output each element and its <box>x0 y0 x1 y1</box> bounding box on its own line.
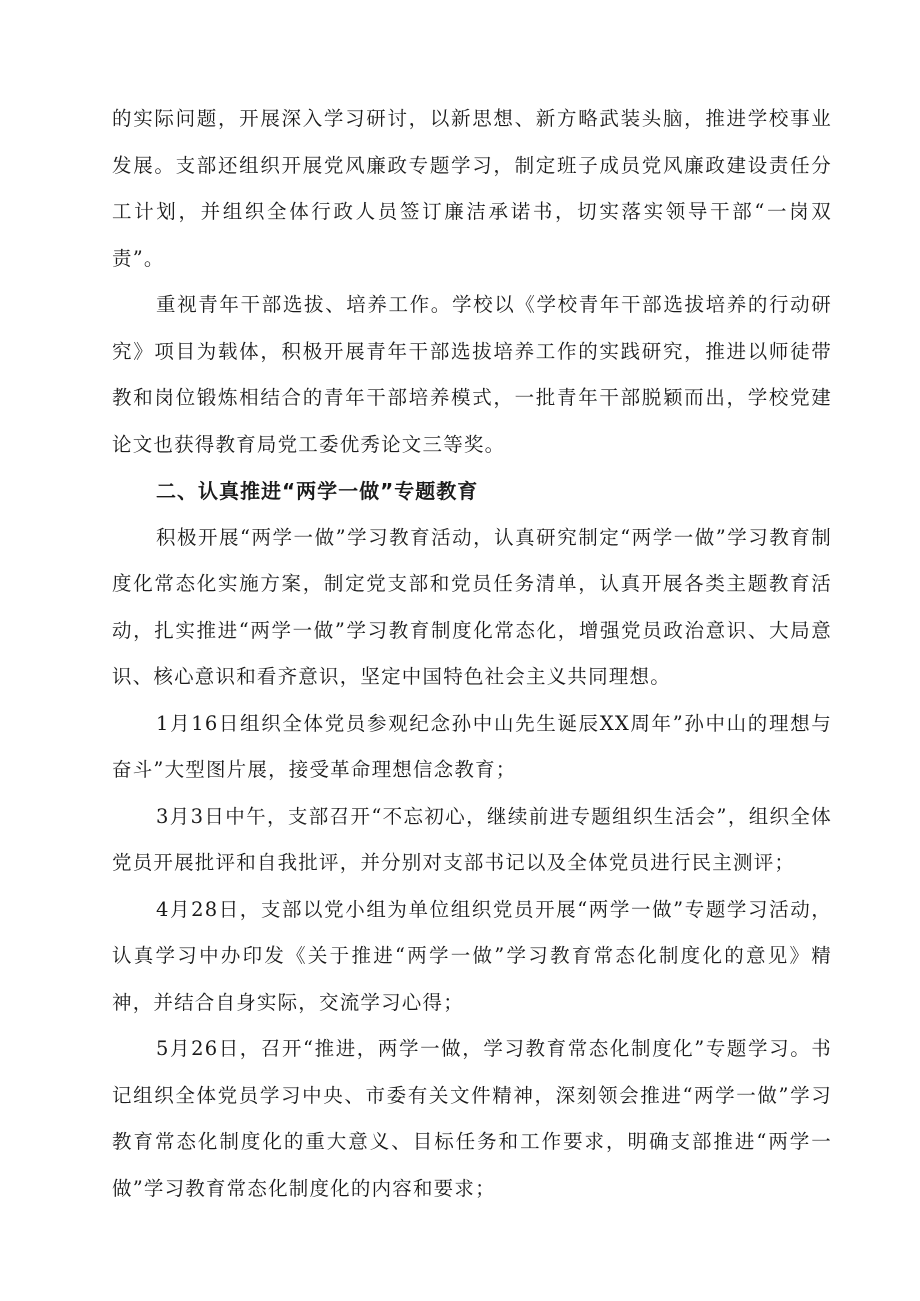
paragraph-may-26: 5月26日，召开“推进，两学一做，学习教育常态化制度化”专题学习。书记组织全体党员学习中央、市委有关文件精神，深刻领会推进“两学一做”学习教育常态化制度化的重大意义、目标任务和工作要求，明确支部推进“两学一做”学习教育常态化制度化的内容和要求； <box>112 1037 832 1200</box>
document-body <box>112 96 832 1212</box>
section-heading-two-studies: 二、认真推进“两学一做”专题教育 <box>156 479 479 503</box>
paragraph-party-conduct: 的实际问题，开展深入学习研讨，以新思想、新方略武装头脑，推进学校事业发展。支部还组织开展党风廉政专题学习，制定班子成员党风廉政建设责任分工计划，并组织全体行政人员签订廉洁承诺书，切实落实领导干部“一岗双责”。 <box>112 107 832 270</box>
paragraph-mar-3: 3月3日中午，支部召开“不忘初心，继续前进专题组织生活会”，组织全体党员开展批评和自我批评，并分别对支部书记以及全体党员进行民主测评； <box>112 804 832 874</box>
paragraph-two-studies-overview: 积极开展“两学一做”学习教育活动，认真研究制定“两学一做”学习教育制度化常态化实施方案，制定党支部和党员任务清单，认真开展各类主题教育活动，扎实推进“两学一做”学习教育制度化常态化，增强党员政治意识、大局意识、核心意识和看齐意识，坚定中国特色社会主义共同理想。 <box>112 525 832 688</box>
paragraph-jan-16: 1月16日组织全体党员参观纪念孙中山先生诞辰XX周年”孙中山的理想与奋斗”大型图片展，接受革命理想信念教育； <box>112 711 832 781</box>
paragraph-apr-28: 4月28日，支部以党小组为单位组织党员开展“两学一做”专题学习活动，认真学习中办印发《关于推进“两学一做”学习教育常态化制度化的意见》精神，并结合自身实际，交流学习心得； <box>112 897 832 1014</box>
paragraph-young-cadres: 重视青年干部选拔、培养工作。学校以《学校青年干部选拔培养的行动研究》项目为载体，积极开展青年干部选拔培养工作的实践研究，推进以师徒带教和岗位锻炼相结合的青年干部培养模式，一批青年干部脱颖而出，学校党建论文也获得教育局党工委优秀论文三等奖。 <box>112 293 832 456</box>
